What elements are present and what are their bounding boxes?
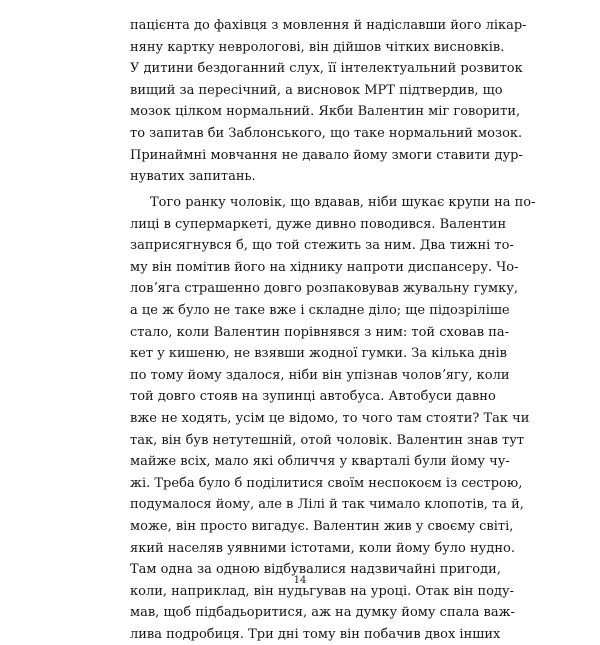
text-line: жі. Треба було б поділитися своїм неспокоєм із сестрою, [130, 475, 523, 491]
text-line: а це ж було не таке вже і складне діло; ще підозріліше [130, 302, 510, 318]
text-line: коли, наприклад, він нудьгував на уроці. Отак він поду- [130, 583, 515, 599]
text-line: може, він просто вигадує. Валентин жив у своєму світі, [130, 518, 514, 534]
text-line: по тому йому здалося, ніби він упізнав чоловʼягу, коли [130, 367, 510, 383]
text-line: той довго стояв на зупинці автобуса. Автобуси давно [130, 389, 496, 405]
text-line: Того ранку чоловік, що вдавав, ніби шукає крупи на по- [150, 195, 536, 210]
text-line: стало, коли Валентин порівнявся з ним: той сховав па- [130, 324, 509, 340]
text-line: заприсягнувся б, що той стежить за ним. Два тижні то- [130, 238, 514, 254]
text-line: вищий за пересічний, а висновок МРТ підтвердив, що [130, 82, 503, 98]
text-line: кет у кишеню, не взявши жодної гумки. За кілька днів [130, 346, 507, 362]
text-line: няну картку неврологові, він дійшов чітких висновків. [130, 39, 505, 55]
text-line: му він помітив його на хіднику напроти диспансеру. Чо- [130, 259, 519, 275]
text-line: який населяв уявними істотами, коли йому було нудно. [130, 540, 515, 556]
text-line: то запитав би Заблонського, що таке нормальний мозок. [130, 125, 523, 141]
text-line: мав, щоб підбадьоритися, аж на думку йому спала важ- [130, 605, 515, 621]
text-line: У дитини бездоганний слух, її інтелектуальний розвиток [130, 61, 523, 77]
text-line: лиці в супермаркеті, дуже дивно поводився. Валентин [130, 216, 507, 232]
text-line: мозок цілком нормальний. Якби Валентин міг говорити, [130, 104, 521, 120]
text-line: нуватих запитань. [130, 169, 256, 185]
paragraph-continued [130, 15, 527, 188]
text-line: Принаймні мовчання не давало йому змоги ставити дур- [130, 147, 523, 163]
text-line: майже всіх, мало які обличчя у кварталі були йому чу- [130, 454, 510, 470]
text-line: подумалося йому, але в Лілі й так чимало клопотів, та й, [130, 497, 524, 513]
text-line: так, він був нетутешній, отой чоловік. Валентин знав тут [130, 432, 525, 448]
text-line: ловʼяга страшенно довго розпаковував жувальну гумку, [130, 281, 518, 297]
text-line: лива подробиця. Три дні тому він побачив двох інших [130, 626, 501, 642]
text-line: вже не ходять, усім це відомо, то чого там стояти? Так чи [130, 410, 530, 426]
text-line: Там одна за одною відбувалися надзвичайні пригоди, [130, 562, 501, 578]
text-line: пацієнта до фахівця з мовлення й надіславши його лікар- [130, 18, 527, 33]
page-number: 14 [293, 575, 307, 586]
